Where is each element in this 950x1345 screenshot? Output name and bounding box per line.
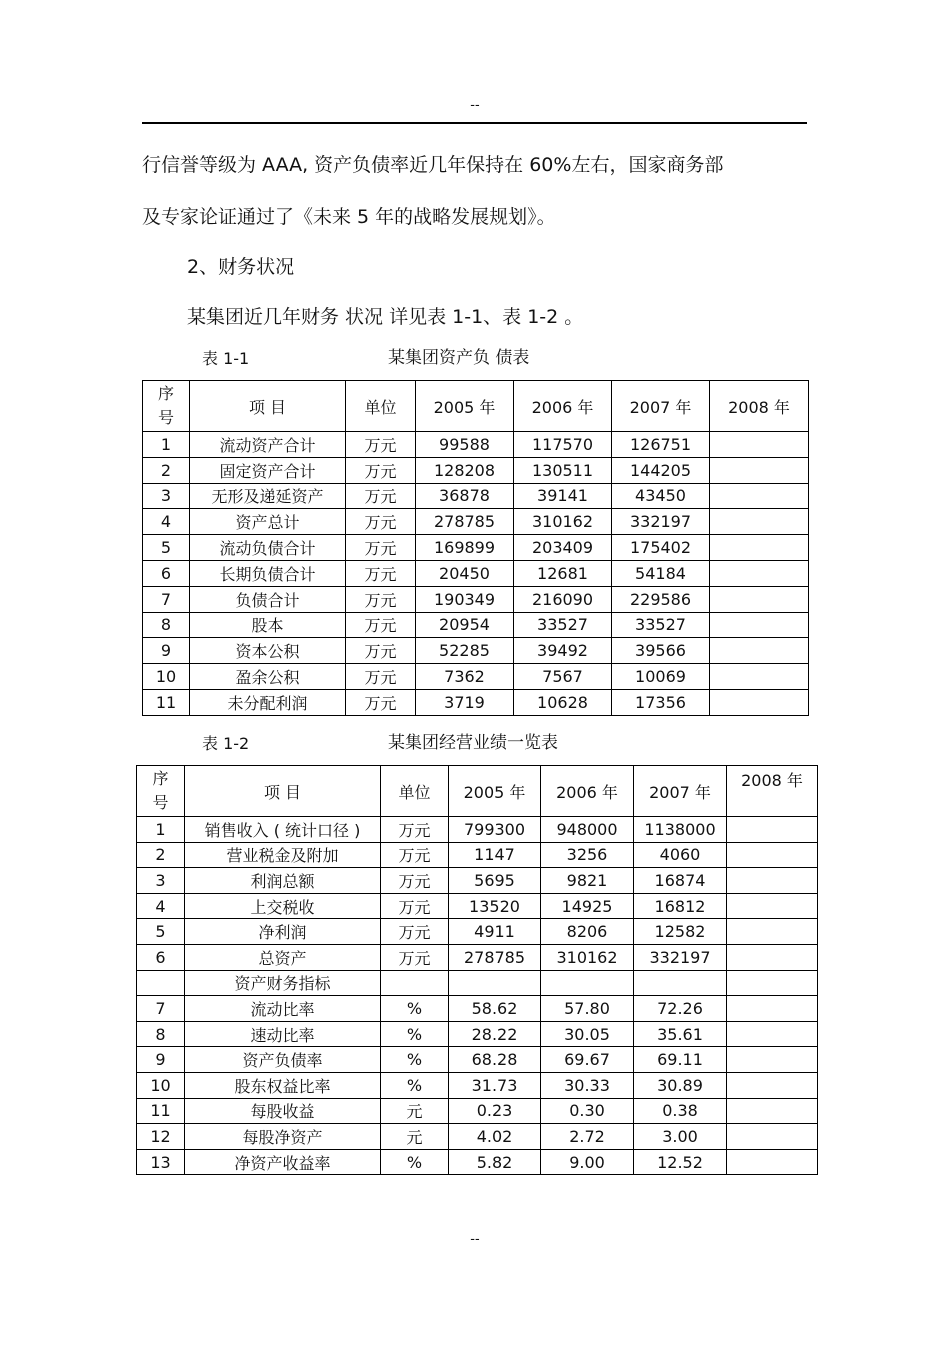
table-cell-unit: % (381, 1149, 449, 1175)
table-cell-y2006: 948000 (541, 817, 634, 843)
table-cell-no: 11 (137, 1098, 185, 1124)
table2-header-seq: 序 号 (137, 766, 185, 817)
table2-header-row (137, 766, 818, 817)
table-cell-no: 5 (137, 919, 185, 945)
table-cell-y2008 (710, 535, 809, 561)
table-cell-y2008 (727, 944, 818, 970)
table-cell-y2005: 20954 (416, 612, 514, 638)
table-cell-no: 9 (143, 638, 190, 664)
table1-label: 表 1-1 (202, 349, 250, 368)
balance-sheet-table (142, 380, 809, 716)
table-cell-y2005: 99588 (416, 432, 514, 458)
table-cell-y2007: 10069 (612, 664, 710, 690)
table-cell-unit: 万元 (346, 612, 416, 638)
table-cell-y2008 (710, 483, 809, 509)
table-row (137, 817, 818, 843)
table-cell-item: 每股净资产 (185, 1124, 381, 1150)
table-cell-no: 4 (143, 509, 190, 535)
table-cell-y2008 (727, 1098, 818, 1124)
table-cell-y2006: 39492 (514, 638, 612, 664)
table-cell-y2007: 332197 (634, 944, 727, 970)
table-row (143, 612, 809, 638)
table-cell-no: 8 (143, 612, 190, 638)
table2-header-2008: 2008 年 (727, 766, 818, 817)
table-cell-y2005: 4.02 (449, 1124, 541, 1150)
table-cell-y2006: 310162 (514, 509, 612, 535)
table-cell-y2006: 3256 (541, 842, 634, 868)
table-cell-y2007: 16812 (634, 893, 727, 919)
table2-header-2007: 2007 年 (634, 766, 727, 817)
table-row (137, 1149, 818, 1175)
table-cell-y2008 (710, 586, 809, 612)
table-cell-y2008 (710, 560, 809, 586)
table-cell-item: 流动负债合计 (190, 535, 346, 561)
table-cell-no: 9 (137, 1047, 185, 1073)
table-cell-unit: 元 (381, 1124, 449, 1150)
table-cell-y2008 (710, 638, 809, 664)
table-cell-y2005: 58.62 (449, 996, 541, 1022)
table-cell-no: 3 (137, 868, 185, 894)
table-cell-unit: 元 (381, 1098, 449, 1124)
table-cell-y2008 (710, 612, 809, 638)
table-cell-y2007: 175402 (612, 535, 710, 561)
table-cell-y2007: 1138000 (634, 817, 727, 843)
table-cell-y2006: 39141 (514, 483, 612, 509)
table-cell-no (137, 970, 185, 996)
table-cell-no: 6 (143, 560, 190, 586)
table-cell-y2008 (727, 842, 818, 868)
table-cell-y2007: 332197 (612, 509, 710, 535)
table-cell-y2007: 126751 (612, 432, 710, 458)
table-cell-y2008 (710, 509, 809, 535)
table-cell-unit: % (381, 1072, 449, 1098)
table-cell-y2007: 144205 (612, 457, 710, 483)
table-cell-y2007: 39566 (612, 638, 710, 664)
table-cell-y2006: 30.05 (541, 1021, 634, 1047)
table-cell-item: 每股收益 (185, 1098, 381, 1124)
table-cell-unit: 万元 (346, 664, 416, 690)
table2-label: 表 1-2 (202, 734, 250, 753)
body-line-1: 行信誉等级为 AAA, 资产负债率近几年保持在 60%左右，国家商务部 (142, 154, 724, 176)
table-cell-unit: 万元 (346, 689, 416, 715)
table-cell-item: 净资产收益率 (185, 1149, 381, 1175)
table-cell-y2008 (710, 457, 809, 483)
table-cell-unit: % (381, 1047, 449, 1073)
table-cell-y2008 (727, 1149, 818, 1175)
table-cell-unit: 万元 (346, 509, 416, 535)
table-row (137, 1124, 818, 1150)
table-cell-unit: 万元 (346, 432, 416, 458)
table-cell-y2008 (710, 689, 809, 715)
table-cell-y2005: 799300 (449, 817, 541, 843)
table-cell-y2006: 130511 (514, 457, 612, 483)
table-cell-y2005: 3719 (416, 689, 514, 715)
table-cell-unit: 万元 (381, 842, 449, 868)
table-cell-y2007: 3.00 (634, 1124, 727, 1150)
table-cell-y2007: 72.26 (634, 996, 727, 1022)
table-cell-unit: 万元 (346, 457, 416, 483)
table-cell-y2007: 35.61 (634, 1021, 727, 1047)
table1-header-2007: 2007 年 (612, 381, 710, 432)
table-cell-y2005: 7362 (416, 664, 514, 690)
table-cell-no: 1 (143, 432, 190, 458)
table-cell-no: 10 (137, 1072, 185, 1098)
table-row (137, 868, 818, 894)
table-cell-y2005: 278785 (449, 944, 541, 970)
table-row (143, 432, 809, 458)
table-cell-y2007: 69.11 (634, 1047, 727, 1073)
table-cell-no: 10 (143, 664, 190, 690)
table-cell-y2005: 52285 (416, 638, 514, 664)
table-cell-y2006: 216090 (514, 586, 612, 612)
table-row (143, 509, 809, 535)
table-cell-item: 股东权益比率 (185, 1072, 381, 1098)
table-cell-y2005: 36878 (416, 483, 514, 509)
table-cell-no: 1 (137, 817, 185, 843)
table-cell-y2008 (727, 893, 818, 919)
table-cell-y2008 (727, 817, 818, 843)
table-cell-y2005: 68.28 (449, 1047, 541, 1073)
table-cell-y2005: 28.22 (449, 1021, 541, 1047)
table-cell-item: 负债合计 (190, 586, 346, 612)
table-cell-item: 上交税收 (185, 893, 381, 919)
table-cell-no: 5 (143, 535, 190, 561)
table-cell-y2008 (727, 919, 818, 945)
table-cell-item: 资产总计 (190, 509, 346, 535)
table-cell-y2008 (727, 1124, 818, 1150)
table-cell-y2006: 0.30 (541, 1098, 634, 1124)
table-cell-y2006: 30.33 (541, 1072, 634, 1098)
table-cell-y2007: 16874 (634, 868, 727, 894)
table2-title: 某集团经营业绩一览表 (388, 733, 558, 753)
table-cell-y2007: 17356 (612, 689, 710, 715)
table-cell-no: 6 (137, 944, 185, 970)
table-cell-item: 速动比率 (185, 1021, 381, 1047)
table-cell-item: 资产负债率 (185, 1047, 381, 1073)
table1-header-seq: 序 号 (143, 381, 190, 432)
table-cell-y2007: 0.38 (634, 1098, 727, 1124)
table-cell-no: 8 (137, 1021, 185, 1047)
table-cell-no: 4 (137, 893, 185, 919)
table-cell-unit: % (381, 1021, 449, 1047)
table-cell-unit: 万元 (381, 817, 449, 843)
table-cell-y2006: 57.80 (541, 996, 634, 1022)
table-cell-unit: 万元 (381, 919, 449, 945)
table-cell-y2006: 203409 (514, 535, 612, 561)
table2-header-2006: 2006 年 (541, 766, 634, 817)
table-row (143, 664, 809, 690)
table-cell-item: 利润总额 (185, 868, 381, 894)
table-cell-no: 11 (143, 689, 190, 715)
tables-intro: 某集团近几年财务 状况 详见表 1-1、表 1-2 。 (187, 306, 584, 328)
table-row (143, 638, 809, 664)
table-cell-no: 12 (137, 1124, 185, 1150)
table-row (143, 586, 809, 612)
table-cell-no: 7 (143, 586, 190, 612)
table-cell-y2006 (541, 970, 634, 996)
header-rule (142, 122, 807, 124)
table-cell-y2008 (727, 970, 818, 996)
body-line-2: 及专家论证通过了《未来 5 年的战略发展规划》。 (142, 206, 556, 228)
table-cell-item: 未分配利润 (190, 689, 346, 715)
table-row (143, 689, 809, 715)
table-cell-y2005: 31.73 (449, 1072, 541, 1098)
table-cell-y2005: 0.23 (449, 1098, 541, 1124)
table-row (137, 996, 818, 1022)
table-cell-unit: 万元 (381, 868, 449, 894)
table-row (143, 457, 809, 483)
table-cell-y2006: 310162 (541, 944, 634, 970)
table-cell-item: 净利润 (185, 919, 381, 945)
table1-header-item: 项 目 (190, 381, 346, 432)
table-cell-y2006: 9.00 (541, 1149, 634, 1175)
table-cell-unit: 万元 (346, 586, 416, 612)
table-cell-y2005: 190349 (416, 586, 514, 612)
table-cell-y2008 (727, 1047, 818, 1073)
table-cell-no: 3 (143, 483, 190, 509)
table-cell-y2005: 20450 (416, 560, 514, 586)
table-cell-item: 股本 (190, 612, 346, 638)
table-cell-unit: 万元 (346, 638, 416, 664)
table-cell-no: 2 (143, 457, 190, 483)
table-cell-y2005: 4911 (449, 919, 541, 945)
page-header-mark: -- (470, 98, 480, 113)
table2-header-2005: 2005 年 (449, 766, 541, 817)
table-cell-y2008 (727, 868, 818, 894)
table-row (137, 893, 818, 919)
table-cell-y2007: 229586 (612, 586, 710, 612)
table-cell-y2005: 13520 (449, 893, 541, 919)
table-cell-item: 盈余公积 (190, 664, 346, 690)
section-heading: 2、财务状况 (187, 256, 295, 278)
table-cell-y2005: 278785 (416, 509, 514, 535)
table1-title: 某集团资产负 债表 (388, 348, 530, 368)
table-cell-y2005: 128208 (416, 457, 514, 483)
table-cell-unit: 万元 (381, 893, 449, 919)
table-cell-y2008 (727, 996, 818, 1022)
table-cell-y2006: 10628 (514, 689, 612, 715)
table-row (143, 535, 809, 561)
table-cell-unit: 万元 (381, 944, 449, 970)
table-row (137, 944, 818, 970)
table-cell-y2008 (727, 1021, 818, 1047)
table-cell-y2006: 9821 (541, 868, 634, 894)
operating-results-table (136, 765, 818, 1175)
table-cell-y2008 (710, 664, 809, 690)
table-cell-y2007: 4060 (634, 842, 727, 868)
table-cell-y2007: 12582 (634, 919, 727, 945)
table-cell-y2006: 69.67 (541, 1047, 634, 1073)
table-cell-item: 流动资产合计 (190, 432, 346, 458)
table-row (143, 560, 809, 586)
table-row (137, 1072, 818, 1098)
table-cell-y2007: 54184 (612, 560, 710, 586)
table-cell-item: 总资产 (185, 944, 381, 970)
table-cell-item: 流动比率 (185, 996, 381, 1022)
table-row (137, 1098, 818, 1124)
table1-header-row (143, 381, 809, 432)
table-cell-y2008 (727, 1072, 818, 1098)
table-cell-item: 固定资产合计 (190, 457, 346, 483)
table-cell-unit (381, 970, 449, 996)
table-cell-y2006: 12681 (514, 560, 612, 586)
table-cell-item: 无形及递延资产 (190, 483, 346, 509)
table-cell-y2007 (634, 970, 727, 996)
table-cell-item: 长期负债合计 (190, 560, 346, 586)
table-cell-item: 销售收入 ( 统计口径 ) (185, 817, 381, 843)
table-cell-y2006: 14925 (541, 893, 634, 919)
table-cell-y2007: 12.52 (634, 1149, 727, 1175)
table-cell-y2006: 7567 (514, 664, 612, 690)
table-cell-no: 2 (137, 842, 185, 868)
table1-header-2008: 2008 年 (710, 381, 809, 432)
table-cell-unit: % (381, 996, 449, 1022)
table-cell-item: 资产财务指标 (185, 970, 381, 996)
table-cell-unit: 万元 (346, 560, 416, 586)
table-row (137, 1047, 818, 1073)
page-footer-mark: -- (470, 1232, 480, 1247)
table-cell-y2007: 33527 (612, 612, 710, 638)
table-cell-y2006: 2.72 (541, 1124, 634, 1150)
table-cell-item: 营业税金及附加 (185, 842, 381, 868)
table-cell-y2005: 5.82 (449, 1149, 541, 1175)
table-cell-y2007: 43450 (612, 483, 710, 509)
table2-header-item: 项 目 (185, 766, 381, 817)
table-cell-y2006: 33527 (514, 612, 612, 638)
table-row (137, 1021, 818, 1047)
table-cell-y2005: 5695 (449, 868, 541, 894)
table-cell-y2007: 30.89 (634, 1072, 727, 1098)
table1-header-2005: 2005 年 (416, 381, 514, 432)
table-cell-unit: 万元 (346, 535, 416, 561)
table-row (137, 919, 818, 945)
table-cell-no: 7 (137, 996, 185, 1022)
table1-header-2006: 2006 年 (514, 381, 612, 432)
table-cell-y2005 (449, 970, 541, 996)
table-row (143, 483, 809, 509)
table-cell-item: 资本公积 (190, 638, 346, 664)
table-cell-y2006: 117570 (514, 432, 612, 458)
table-row (137, 970, 818, 996)
table2-header-unit: 单位 (381, 766, 449, 817)
table1-header-unit: 单位 (346, 381, 416, 432)
table-cell-y2005: 169899 (416, 535, 514, 561)
table-cell-unit: 万元 (346, 483, 416, 509)
table-cell-y2006: 8206 (541, 919, 634, 945)
table-cell-no: 13 (137, 1149, 185, 1175)
table-cell-y2008 (710, 432, 809, 458)
table-row (137, 842, 818, 868)
table-cell-y2005: 1147 (449, 842, 541, 868)
